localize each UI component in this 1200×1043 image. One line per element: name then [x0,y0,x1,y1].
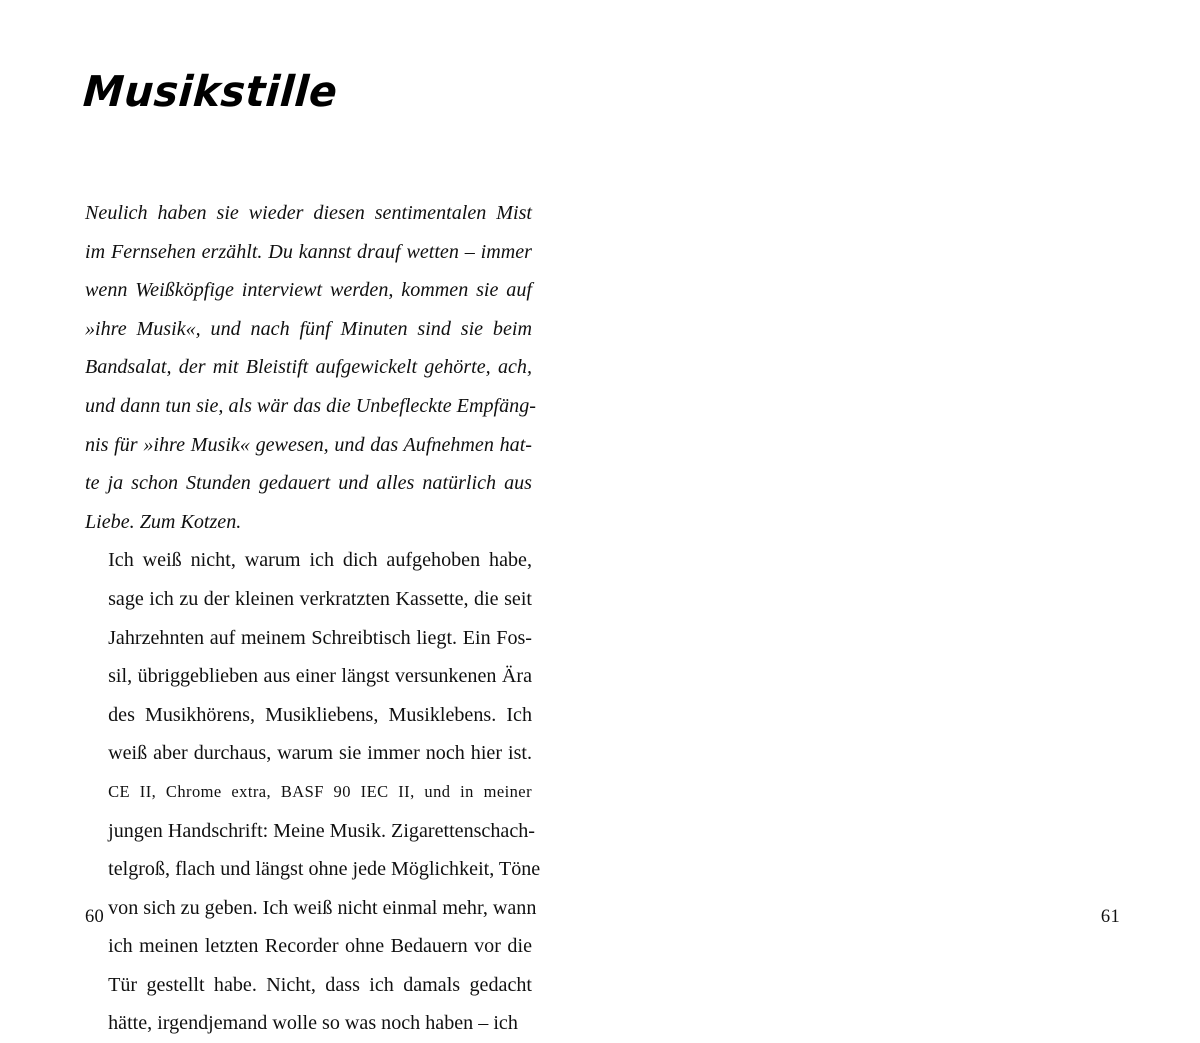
line: jungen Handschrift: Meine Musik. Zigarettenschach- [108,819,535,842]
line: und dann tun sie, als wär das die Unbefleckte Empfäng- [85,394,536,417]
line: Tür gestellt habe. Nicht, dass ich damals gedacht [108,973,532,996]
line-smallcaps: CE II, Chrome extra, BASF 90 IEC II, und in meiner [108,781,532,801]
line: nis für »ihre Musik« gewesen, und das Aufnehmen hat- [85,433,532,456]
line: im Fernsehen erzählt. Du kannst drauf wetten – immer [85,240,532,263]
left-page [0,0,600,1035]
line: hätte, irgendjemand wolle so was noch haben – ich [108,1012,518,1035]
line: ich meinen letzten Recorder ohne Bedauern vor die [108,935,532,958]
line: des Musikhörens, Musikliebens, Musiklebens. Ich [108,703,532,726]
chapter-title: Musikstille [81,68,340,117]
line: te ja schon Stunden gedauert und alles natürlich aus [85,472,532,495]
paragraph-italic-intro [85,194,536,541]
line: telgroß, flach und längst ohne jede Möglichkeit, Töne [108,858,541,881]
line: Bandsalat, der mit Bleistift aufgewickelt gehörte, ach, [85,356,532,379]
line: Ich weiß nicht, warum ich dich aufgehoben habe, [108,549,532,572]
line: Jahrzehnten auf meinem Schreibtisch liegt. Ein Fos- [108,626,532,649]
folio-left: 60 [85,907,105,927]
line: von sich zu geben. Ich weiß nicht einmal mehr, wann [108,896,537,919]
line: Neulich haben sie wieder diesen sentimentalen Mist [85,202,532,224]
line: sil, übriggeblieben aus einer längst versunkenen Ära [108,665,532,688]
paragraph-roman-main [85,541,541,1043]
line: Liebe. Zum Kotzen. [85,510,242,533]
line: sage ich zu der kleinen verkratzten Kassette, die seit [108,587,532,610]
line: weiß aber durchaus, warum sie immer noch hier ist. [108,742,532,765]
line: wenn Weißköpfige interviewt werden, kommen sie auf [85,279,532,302]
folio-right: 61 [1100,907,1120,927]
left-column-text [85,194,541,1043]
right-page [600,0,1200,1000]
line: »ihre Musik«, und nach fünf Minuten sind sie beim [85,317,532,340]
